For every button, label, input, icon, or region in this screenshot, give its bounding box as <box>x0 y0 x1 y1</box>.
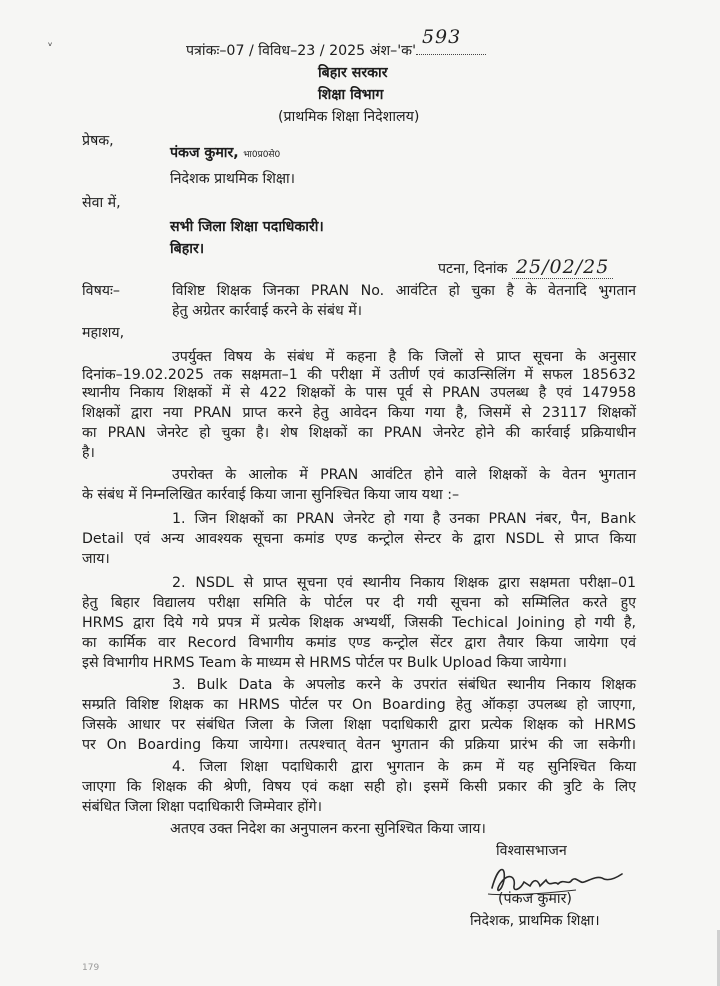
item2-line: HRMS द्वारा दिये गये प्रपत्र में प्रत्येक शिक्षक अभ्यर्थी, जिसकी Techical Joining हो गयी है, <box>82 615 636 631</box>
subject-label: विषयः– <box>82 283 120 299</box>
para1-line: दिनांक–19.02.2025 तक सक्षमता–1 की परीक्षा में उतीर्ण एवं काउन्सिलिंग में सफल 185632 <box>82 367 636 383</box>
reference-line <box>186 26 486 60</box>
signature-stroke <box>492 870 622 891</box>
margin-tick-mark: ᵥ <box>48 36 53 49</box>
recipient-line-2: बिहार। <box>170 241 205 257</box>
directorate-name: (प्राथमिक शिक्षा निदेशालय) <box>278 109 420 125</box>
item4-line: जाएगा कि शिक्षक की श्रेणी, विषय एवं कक्षा सही हो। इसमें किसी प्रकार की त्रुटि के लिए <box>82 779 636 795</box>
closing-line: अतएव उक्त निदेश का अनुपालन करना सुनिश्चित किया जाय। <box>170 821 486 837</box>
para2-line: उपरोक्त के आलोक में PRAN आवंटित होने वाले शिक्षकों के वेतन भुगतान <box>172 467 636 483</box>
signatory-post: निदेशक, प्राथमिक शिक्षा। <box>470 913 600 929</box>
reference-number: 593 <box>421 26 462 48</box>
item3-line: जिसके आधार पर संबंधित जिला के जिला शिक्षा पदाधिकारी द्वारा प्रत्येक शिक्षक को HRMS <box>82 717 636 733</box>
org-name: बिहार सरकार <box>318 65 388 81</box>
para1-line: स्थानीय निकाय शिक्षकों में से 422 शिक्षकों के पास पूर्व से PRAN उपलब्ध है एवं 147958 <box>82 385 636 401</box>
item3-line: 3. Bulk Data के अपलोड करने के उपरांत संबंधित स्थानीय निकाय शिक्षक <box>172 677 636 693</box>
reference-prefix: पत्रांकः–07 / विविध–23 / 2025 अंश–'क' <box>186 43 416 59</box>
item2-line: 2. NSDL से प्राप्त सूचना एवं स्थानीय निकाय शिक्षक द्वारा सक्षमता परीक्षा–01 <box>172 575 636 591</box>
sender-post: निदेशक प्राथमिक शिक्षा। <box>170 171 296 187</box>
item1-line: 1. जिन शिक्षकों का PRAN जेनरेट हो गया है उनका PRAN नंबर, पैन, Bank <box>172 511 636 527</box>
para1-line: उपर्युक्त विषय के संबंध में कहना है कि जिलों से प्राप्त सूचना के अनुसार <box>172 349 636 365</box>
item4-line: संबंधित जिला शिक्षा पदाधिकारी जिम्मेवार होंगे। <box>82 799 322 815</box>
recipient-line-1: सभी जिला शिक्षा पदाधिकारी। <box>170 219 324 235</box>
date-line <box>438 258 613 278</box>
date-prefix: पटना, दिनांक <box>438 261 508 277</box>
sender-label: प्रेषक, <box>82 133 114 149</box>
para2-line: के संबंध में निम्नलिखित कार्रवाई किया जाना सुनिश्चित किया जाय यथा :– <box>82 487 460 503</box>
sender-name: पंकज कुमार, <box>170 145 239 161</box>
item2-line: का कार्मिक वार Record विभागीय कमांड एण्ड कन्ट्रोल सेंटर द्वारा तैयार किया जायेगा एवं <box>82 635 636 651</box>
subject-line-2: हेतु अग्रेतर कार्रवाई करने के संबंध में। <box>172 303 363 319</box>
item1-line: जाय। <box>82 551 110 567</box>
salutation: महाशय, <box>82 325 125 341</box>
item4-line: 4. जिला शिक्षा पदाधिकारी द्वारा भुगतान के क्रम में यह सुनिश्चित किया <box>172 759 636 775</box>
item2-line: हेतु बिहार विद्यालय परीक्षा समिति के पोर्टल पर दी गयी सूचना को सम्मिलित करते हुए <box>82 595 636 611</box>
sign-off: विश्वासभाजन <box>496 843 567 859</box>
page-number: 179 <box>82 963 100 973</box>
date-value: 25/02/25 <box>512 256 613 279</box>
sender-name-line <box>170 144 280 164</box>
department-name: शिक्षा विभाग <box>318 87 384 103</box>
item1-line: Detail एवं अन्य आवश्यक सूचना कमांड एण्ड कन्ट्रोल सेन्टर के द्वारा NSDL से प्राप्त किया <box>82 531 636 547</box>
para1-line: है। <box>82 445 95 461</box>
sender-service: भा0प्र0से0 <box>243 150 281 160</box>
para1-line: शिक्षकों द्वारा नया PRAN प्राप्त करने हेतु आवेदन किया गया है, जिसमें से 23117 शिक्षकों <box>82 405 636 421</box>
item3-line: पर On Boarding किया जायेगा। तत्पश्चात् वेतन भुगतान की प्रक्रिया प्रारंभ की जा सकेगी। <box>82 737 636 753</box>
item3-line: सम्प्रति विशिष्ट शिक्षक का HRMS पोर्टल पर On Boarding हेतु ऑकड़ा उपलब्ध हो जाएगा, <box>82 697 636 713</box>
recipient-label: सेवा में, <box>82 195 121 211</box>
para1-line: का PRAN जेनरेट हो चुका है। शेष शिक्षकों का PRAN जेनरेट होने की कार्रवाई प्रक्रियाधीन <box>82 425 636 441</box>
item2-line: इसे विभागीय HRMS Team के माध्यम से HRMS पोर्टल पर Bulk Upload किया जायेगा। <box>82 655 567 671</box>
signatory-name: (पंकज कुमार) <box>498 891 572 907</box>
subject-line-1: विशिष्ट शिक्षक जिनका PRAN No. आवंटित हो चुका है के वेतनादि भुगतान <box>172 283 636 299</box>
reference-number-field <box>416 26 486 55</box>
